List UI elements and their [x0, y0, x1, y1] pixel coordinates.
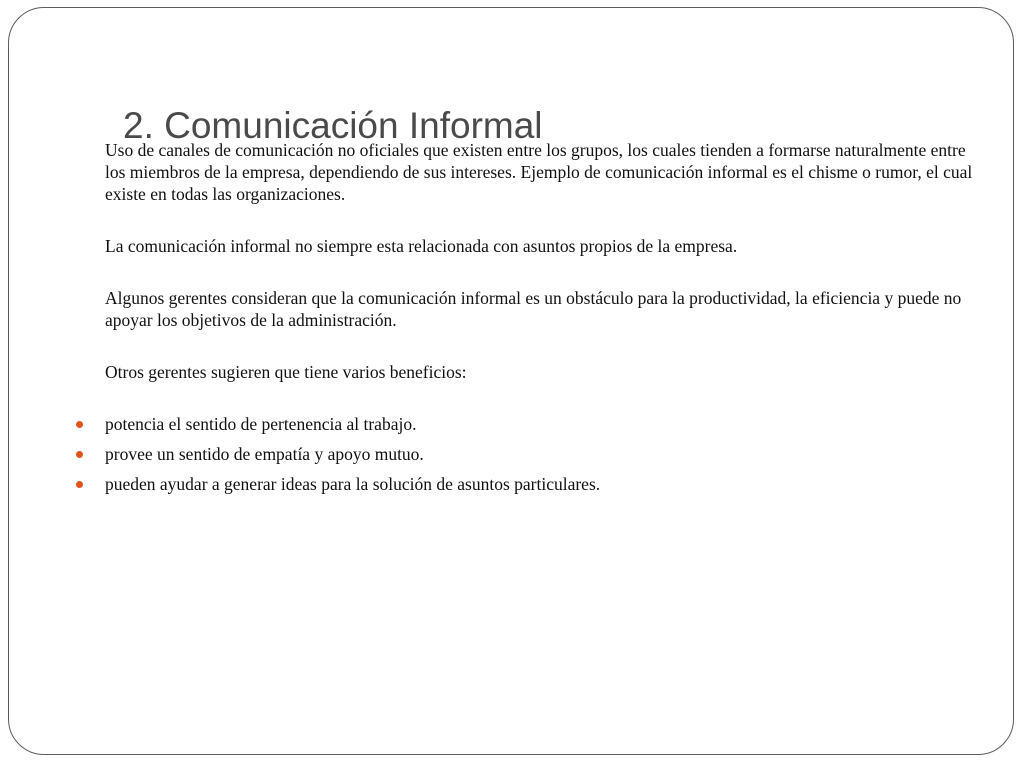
list-item-text: potencia el sentido de pertenencia al trabajo.	[105, 414, 417, 434]
paragraph-definition: Uso de canales de comunicación no oficiales que existen entre los grupos, los cuales tienden a formarse naturalmente entre los miembros de la empresa, dependiendo de sus intereses. Ejemplo de comunicación informal es el chisme o rumor, el cual existe en todas las organizaciones.	[105, 140, 973, 204]
bullet-dot-icon	[76, 481, 83, 488]
list-item	[105, 413, 985, 435]
slide-title: 2. Comunicación Informal	[123, 105, 543, 146]
paragraph-benefits-intro: Otros gerentes sugieren que tiene varios beneficios:	[105, 362, 467, 382]
paragraph-scope: La comunicación informal no siempre esta relacionada con asuntos propios de la empresa.	[105, 236, 738, 256]
list-item-text: pueden ayudar a generar ideas para la solución de asuntos particulares.	[105, 474, 601, 494]
list-item-text: provee un sentido de empatía y apoyo mutuo.	[105, 444, 424, 464]
list-item	[105, 443, 985, 465]
bullet-dot-icon	[76, 451, 83, 458]
paragraph-obstacle: Algunos gerentes consideran que la comunicación informal es un obstáculo para la productividad, la eficiencia y puede no apoyar los objetivos de la administración.	[105, 288, 962, 330]
benefits-list	[105, 413, 985, 495]
bullet-dot-icon	[76, 421, 83, 428]
slide-frame	[8, 7, 1014, 755]
list-item	[105, 473, 985, 495]
slide-body	[105, 139, 985, 503]
